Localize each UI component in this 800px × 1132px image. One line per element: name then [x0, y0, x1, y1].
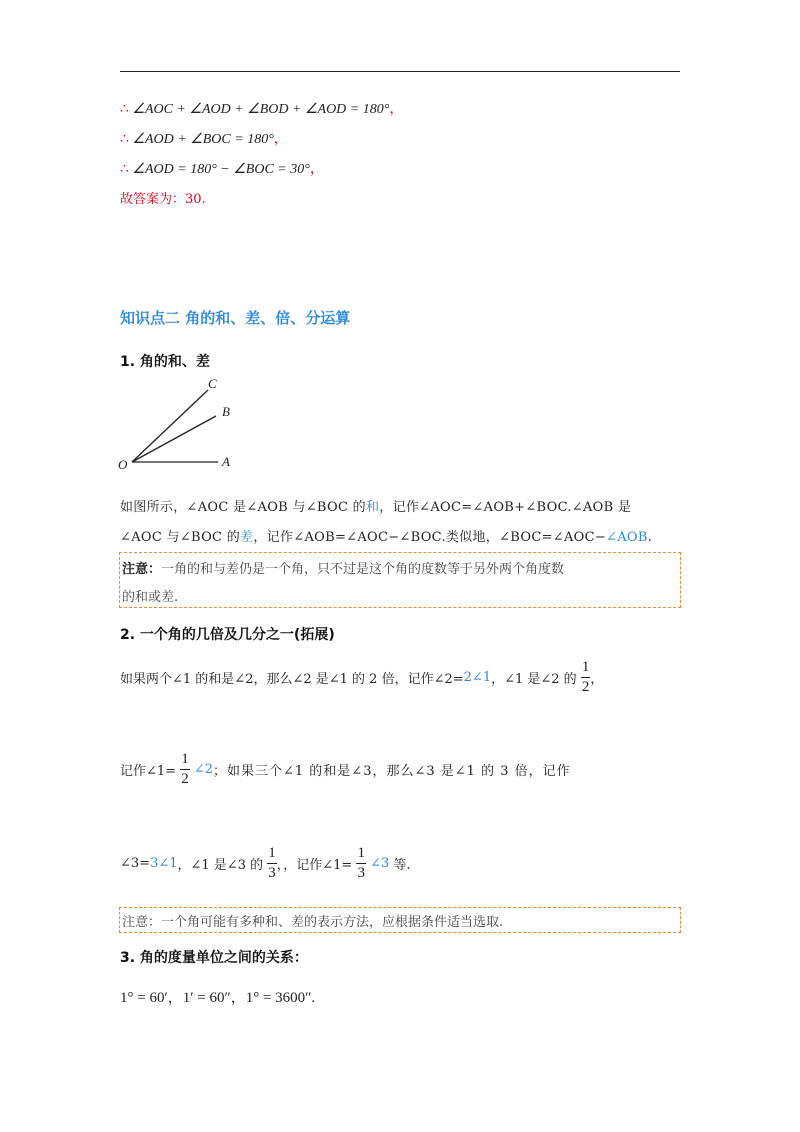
text: ，，记作∠1=	[276, 858, 353, 873]
fraction-one-third	[267, 846, 277, 881]
section-title: 知识点二 角的和、差、倍、分运算	[120, 309, 351, 327]
text: ，∠1 是∠3 的	[177, 858, 264, 873]
therefore-symbol: ∴	[120, 162, 129, 177]
fraction-bar	[267, 863, 277, 864]
denominator: 3	[268, 865, 276, 881]
comma: ，	[273, 132, 288, 147]
highlight-angle-3: ∠3	[370, 856, 390, 871]
fraction-one-third	[356, 846, 366, 881]
highlight-angle-2: ∠2	[193, 762, 214, 777]
sub1-paragraph-line-2	[120, 526, 652, 545]
text: ，记作∠AOB=∠AOC−∠BOC.类似地，∠BOC=∠AOC−	[253, 530, 607, 545]
highlight-3-angle-1: 3∠1	[150, 856, 178, 871]
numerator: 1	[181, 751, 189, 767]
sub2-line-2	[120, 752, 571, 787]
note-1-line-2: 的和或差.	[122, 590, 179, 605]
note-1-line-1	[122, 558, 564, 577]
therefore-symbol: ∴	[120, 102, 129, 117]
comma: ，	[389, 102, 404, 117]
unit-relation-formula: 1° = 60′，1′ = 60″，1° = 3600″.	[120, 990, 316, 1006]
solution-line-1	[120, 98, 403, 118]
denominator: 2	[181, 771, 189, 787]
label-a: A	[222, 454, 230, 469]
angle-figure	[114, 372, 244, 476]
text: ，∠1 是∠2 的	[491, 672, 577, 687]
label-o: O	[118, 457, 128, 472]
note-2-text: 注意：一个角可能有多种和、差的表示方法，应根据条件适当选取.	[122, 915, 504, 930]
solution-line-3	[120, 158, 324, 178]
highlight-sum: 和	[365, 500, 380, 515]
sub2-line-1	[120, 660, 603, 695]
text: 如果两个∠1 的和是∠2，那么∠2 是∠1 的 2 倍，记作∠2=	[120, 672, 464, 687]
equation-3: ∠AOD = 180° − ∠BOC = 30°	[132, 162, 310, 177]
subsection-1-title: 1. 角的和、差	[120, 354, 210, 370]
text: ；如果三个∠1 的和是∠3，那么∠3 是∠1 的 3 倍，记作	[213, 764, 571, 779]
fraction-bar	[581, 677, 591, 678]
note-label: 注意：	[122, 562, 162, 577]
highlight-aob: ∠AOB	[606, 530, 648, 545]
numerator: 1	[268, 845, 276, 861]
fraction-one-half	[581, 660, 591, 695]
equation-2: ∠AOD + ∠BOC = 180°	[132, 132, 274, 147]
text: 一角的和与差仍是一个角，只不过是这个角的度数等于另外两个角度数	[161, 562, 565, 577]
comma: ，	[309, 162, 324, 177]
sub2-line-3	[120, 846, 411, 881]
fraction-one-half	[180, 752, 190, 787]
solution-line-2	[120, 128, 288, 148]
sub1-paragraph-line-1	[120, 496, 631, 515]
text: 等.	[393, 858, 411, 873]
subsection-2-title: 2. 一个角的几倍及几分之一(拓展)	[120, 627, 335, 643]
subsection-3-title: 3. 角的度量单位之间的关系：	[120, 950, 308, 966]
text: 如图所示，∠AOC 是∠AOB 与∠BOC 的	[120, 500, 366, 515]
therefore-symbol: ∴	[120, 132, 129, 147]
equation-1: ∠AOC + ∠AOD + ∠BOD + ∠AOD = 180°	[132, 102, 390, 117]
highlight-2-angle-1: 2∠1	[463, 670, 492, 685]
text: 记作∠1=	[120, 764, 177, 779]
highlight-difference: 差	[240, 530, 254, 545]
numerator: 1	[357, 845, 365, 861]
label-c: C	[208, 376, 217, 391]
text: ∠3=	[120, 856, 151, 871]
fraction-bar	[180, 769, 190, 770]
fraction-bar	[356, 863, 366, 864]
text: ∠AOC 与∠BOC 的	[120, 530, 241, 545]
numerator: 1	[581, 659, 590, 675]
text: ，记作∠AOC=∠AOB+∠BOC.∠AOB 是	[379, 500, 632, 515]
answer-text: 故答案为：30.	[120, 192, 206, 207]
text: ，	[590, 672, 604, 687]
text: .	[647, 530, 653, 545]
label-b: B	[222, 404, 230, 419]
denominator: 2	[581, 679, 590, 695]
denominator: 3	[357, 865, 365, 881]
top-rule	[120, 71, 680, 72]
